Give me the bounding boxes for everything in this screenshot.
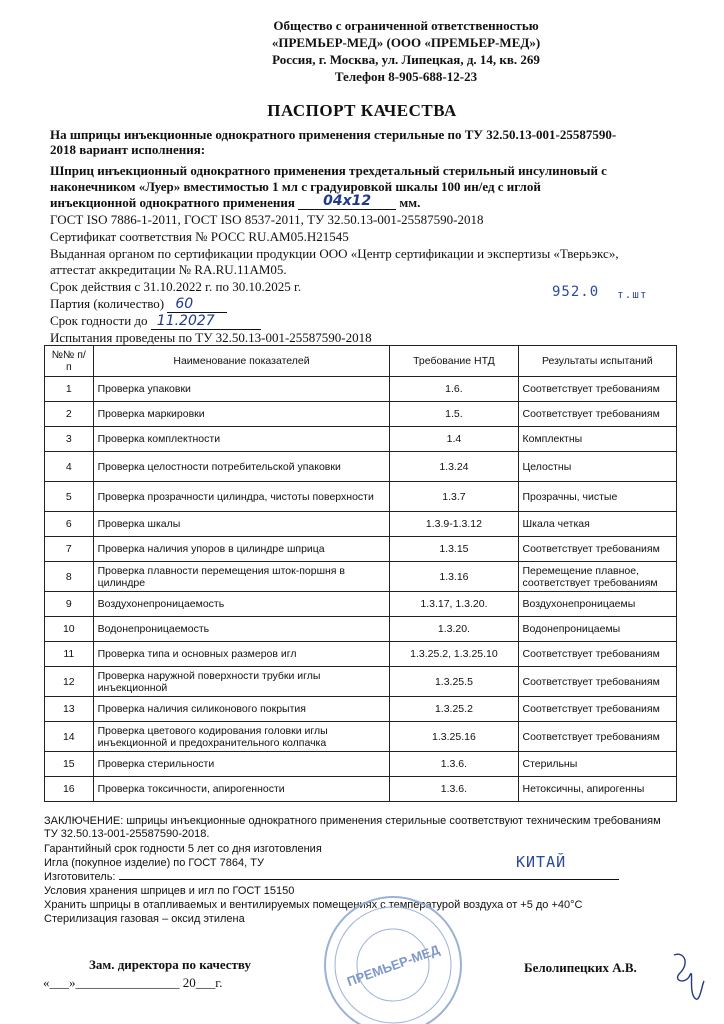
row-number: 1 — [45, 377, 94, 402]
row-result: Соответствует требованиям — [518, 697, 677, 722]
company-seal — [318, 890, 468, 1024]
row-result: Соответствует требованиям — [518, 667, 677, 697]
company-address: Россия, г. Москва, ул. Липецкая, д. 14, кв. 269 — [272, 52, 540, 67]
row-number: 2 — [45, 402, 94, 427]
validity-line: Срок действия с 31.10.2022 г. по 30.10.2025 г. — [50, 279, 302, 294]
table-row — [45, 752, 677, 777]
table-row — [45, 377, 677, 402]
row-indicator: Проверка маркировки — [93, 402, 390, 427]
conclusion-line-2: ТУ 32.50.13-001-25587590-2018. — [44, 828, 210, 840]
row-result: Водонепроницаемы — [518, 617, 677, 642]
row-requirement: 1.3.20. — [390, 617, 518, 642]
row-requirement: 1.3.24 — [390, 452, 518, 482]
row-indicator: Проверка плавности перемещения шток-поршня в цилиндре — [93, 562, 390, 592]
row-indicator: Проверка токсичности, апирогенности — [93, 777, 390, 802]
row-number: 16 — [45, 777, 94, 802]
intro-line-1: На шприцы инъекционные однократного применения стерильные по ТУ 32.50.13-001-25587590- — [50, 127, 617, 142]
row-requirement: 1.3.25.16 — [390, 722, 518, 752]
row-indicator: Проверка цветового кодирования головки иглы инъекционной и предохранительного колпачка — [93, 722, 390, 752]
row-result: Целостны — [518, 452, 677, 482]
table-row — [45, 592, 677, 617]
row-number: 7 — [45, 537, 94, 562]
row-indicator: Проверка прозрачности цилиндра, чистоты поверхности — [93, 482, 390, 512]
row-result: Шкала четкая — [518, 512, 677, 537]
col-header-result: Результаты испытаний — [518, 346, 677, 377]
row-result: Нетоксичны, апирогенны — [518, 777, 677, 802]
tests-line: Испытания проведены по ТУ 32.50.13-001-25587590-2018 — [50, 330, 372, 345]
batch-handwritten: 60 — [175, 296, 194, 312]
table-row — [45, 722, 677, 752]
row-indicator: Проверка наружной поверхности трубки иглы инъекционной — [93, 667, 390, 697]
signer-name: Белолипецких А.В. — [524, 960, 637, 975]
col-header-number: №№ п/п — [45, 346, 94, 377]
row-result: Стерильны — [518, 752, 677, 777]
needle-size-unit: мм. — [399, 195, 421, 210]
manufacturer-label: Изготовитель: — [44, 871, 116, 883]
product-desc-1: Шприц инъекционный однократного применения трехдетальный стерильный инсулиновый с — [50, 163, 607, 178]
table-row — [45, 452, 677, 482]
row-result: Соответствует требованиям — [518, 402, 677, 427]
row-requirement: 1.3.16 — [390, 562, 518, 592]
quantity-stamp: 952.0 — [552, 284, 600, 300]
batch-label: Партия (количество) — [50, 296, 165, 311]
company-short-name: «ПРЕМЬЕР-МЕД» (ООО «ПРЕМЬЕР-МЕД») — [271, 35, 541, 50]
table-row — [45, 482, 677, 512]
row-indicator: Проверка наличия силиконового покрытия — [93, 697, 390, 722]
row-requirement: 1.3.6. — [390, 777, 518, 802]
row-number: 11 — [45, 642, 94, 667]
issued-by-line-1: Выданная органом по сертификации продукции ООО «Центр сертификации и экспертизы «Тверьэкс», — [50, 246, 619, 261]
needle-size-handwritten: 04х12 — [323, 193, 372, 209]
row-number: 10 — [45, 617, 94, 642]
row-indicator: Проверка комплектности — [93, 427, 390, 452]
manufacturer-stamp: КИТАЙ — [516, 853, 567, 871]
row-indicator: Водонепроницаемость — [93, 617, 390, 642]
col-header-indicator: Наименование показателей — [93, 346, 390, 377]
row-result: Соответствует требованиям — [518, 537, 677, 562]
shelf-life-line: Гарантийный срок годности 5 лет со дня изготовления — [44, 843, 322, 855]
company-phone: Телефон 8-905-688-12-23 — [334, 69, 478, 84]
row-result: Прозрачны, чистые — [518, 482, 677, 512]
row-indicator: Воздухонепроницаемость — [93, 592, 390, 617]
row-indicator: Проверка целостности потребительской упаковки — [93, 452, 390, 482]
table-row — [45, 512, 677, 537]
gost-line: ГОСТ ISO 7886-1-2011, ГОСТ ISO 8537-2011, ТУ 32.50.13-001-25587590-2018 — [50, 212, 484, 227]
row-requirement: 1.3.17, 1.3.20. — [390, 592, 518, 617]
signer-role: Зам. директора по качеству — [89, 957, 251, 972]
table-row — [45, 617, 677, 642]
product-desc-3 — [50, 195, 420, 212]
row-number: 9 — [45, 592, 94, 617]
row-requirement: 1.3.25.2 — [390, 697, 518, 722]
expiry-handwritten: 11.2027 — [156, 313, 215, 329]
row-requirement: 1.6. — [390, 377, 518, 402]
row-number: 15 — [45, 752, 94, 777]
product-desc-3-text: инъекционной однократного применения — [50, 195, 295, 210]
col-header-requirement: Требование НТД — [390, 346, 518, 377]
intro-line-2: 2018 вариант исполнения: — [50, 142, 206, 157]
row-indicator: Проверка наличия упоров в цилиндре шприца — [93, 537, 390, 562]
quantity-stamp-unit: т.шт — [617, 288, 648, 301]
signature-date-line: «___»________________ 20___г. — [43, 975, 223, 990]
seal-text: ПРЕМЬЕР-МЕД — [344, 941, 442, 990]
table-row — [45, 697, 677, 722]
row-requirement: 1.3.6. — [390, 752, 518, 777]
table-row — [45, 777, 677, 802]
company-header — [0, 17, 724, 85]
row-number: 5 — [45, 482, 94, 512]
row-requirement: 1.4 — [390, 427, 518, 452]
row-result: Соответствует требованиям — [518, 722, 677, 752]
row-indicator: Проверка типа и основных размеров игл — [93, 642, 390, 667]
row-number: 3 — [45, 427, 94, 452]
row-requirement: 1.3.7 — [390, 482, 518, 512]
batch-line — [50, 296, 227, 313]
product-desc-2: наконечником «Луер» вместимостью 1 мл с градуировкой шкалы 100 ин/ед с иглой — [50, 179, 541, 194]
table-row — [45, 562, 677, 592]
row-indicator: Проверка шкалы — [93, 512, 390, 537]
row-result: Перемещение плавное, соответствует требованиям — [518, 562, 677, 592]
sterilization-line: Стерилизация газовая – оксид этилена — [44, 913, 245, 925]
row-result: Комплектны — [518, 427, 677, 452]
storage-line-2: Хранить шприцы в отапливаемых и вентилируемых помещениях с температурой воздуха от +5 до +40°С — [44, 899, 583, 911]
expiry-field — [151, 313, 261, 330]
row-requirement: 1.3.25.5 — [390, 667, 518, 697]
row-number: 4 — [45, 452, 94, 482]
table-row — [45, 427, 677, 452]
row-number: 8 — [45, 562, 94, 592]
needle-size-field — [298, 193, 396, 210]
document-title: ПАСПОРТ КАЧЕСТВА — [267, 101, 457, 120]
row-requirement: 1.5. — [390, 402, 518, 427]
expiry-label: Срок годности до — [50, 313, 148, 328]
row-number: 14 — [45, 722, 94, 752]
conclusion-line-1: ЗАКЛЮЧЕНИЕ: шприцы инъекционные однократного применения стерильные соответствуют техническим требованиям — [44, 815, 661, 827]
manufacturer-line — [44, 871, 619, 884]
issued-by-line-2: аттестат аккредитации № RA.RU.11АМ05. — [50, 262, 287, 277]
table-row — [45, 642, 677, 667]
table-row — [45, 537, 677, 562]
handwritten-signature — [668, 945, 708, 1005]
expiry-line — [50, 313, 261, 330]
company-name-line: Общество с ограниченной ответственностью — [273, 18, 539, 33]
row-result: Соответствует требованиям — [518, 642, 677, 667]
row-result: Соответствует требованиям — [518, 377, 677, 402]
test-results-table — [44, 345, 677, 802]
row-requirement: 1.3.25.2, 1.3.25.10 — [390, 642, 518, 667]
storage-line: Условия хранения шприцев и игл по ГОСТ 15150 — [44, 885, 295, 897]
row-number: 6 — [45, 512, 94, 537]
needle-line: Игла (покупное изделие) по ГОСТ 7864, ТУ — [44, 857, 264, 869]
row-result: Воздухонепроницаемы — [518, 592, 677, 617]
row-requirement: 1.3.9-1.3.12 — [390, 512, 518, 537]
batch-field — [167, 296, 227, 313]
row-indicator: Проверка упаковки — [93, 377, 390, 402]
table-header-row — [45, 346, 677, 377]
row-number: 12 — [45, 667, 94, 697]
table-row — [45, 667, 677, 697]
row-indicator: Проверка стерильности — [93, 752, 390, 777]
row-number: 13 — [45, 697, 94, 722]
table-row — [45, 402, 677, 427]
manufacturer-field — [119, 879, 619, 880]
certificate-line: Сертификат соответствия № РОСС RU.АМ05.Н21545 — [50, 229, 349, 244]
row-requirement: 1.3.15 — [390, 537, 518, 562]
